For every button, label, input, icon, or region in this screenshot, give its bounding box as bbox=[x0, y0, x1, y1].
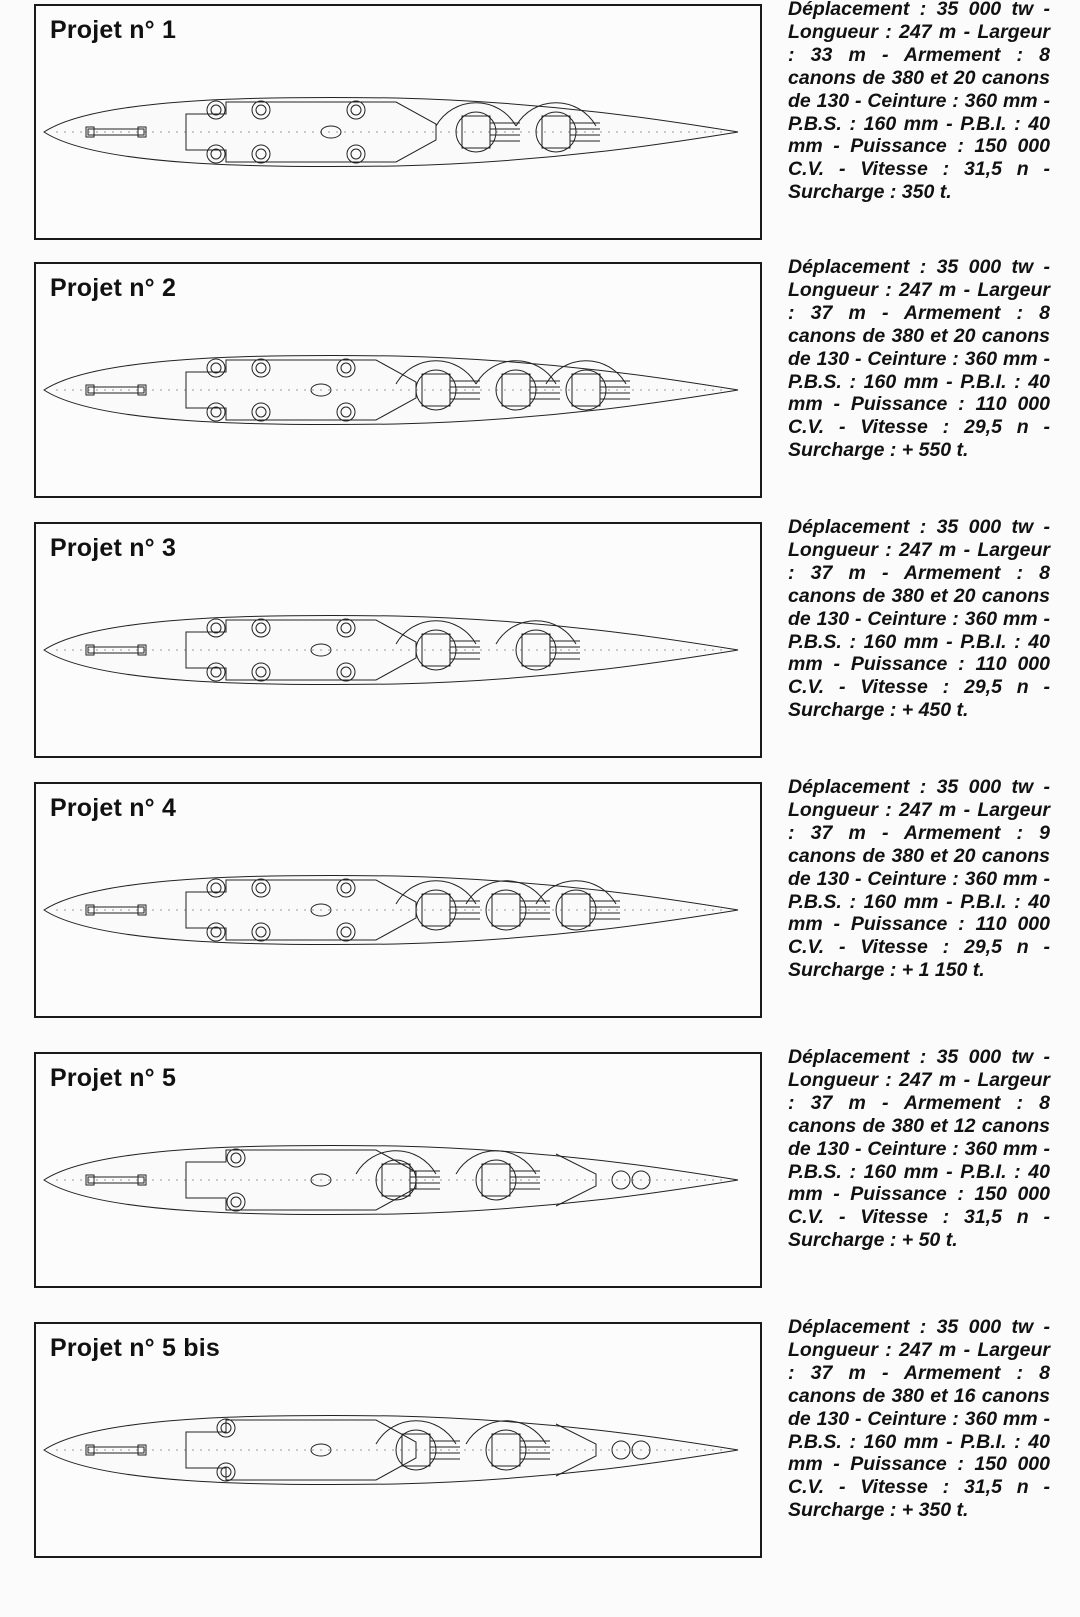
project-2 bbox=[0, 256, 1080, 512]
project-specs: Déplacement : 35 000 tw - Longueur : 247 m - Largeur : 37 m - Armement : 8 canons de 380 et 20 canons de 130 - Ceinture : 360 mm - P.B.S. : 160 mm - P.B.I. : 40 mm - Puissance : 110 000 C.V. - Vitesse : 29,5 n - Surcharge : + 550 t. bbox=[788, 256, 1050, 462]
ship-plan-panel bbox=[34, 262, 762, 498]
ship-outline-group bbox=[44, 1145, 738, 1214]
project-5-bis bbox=[0, 1316, 1080, 1572]
ship-outline-group bbox=[44, 355, 738, 424]
ship-plan-panel bbox=[34, 782, 762, 1018]
project-title: Projet n° 5 bis bbox=[50, 1334, 220, 1362]
project-1 bbox=[0, 0, 1080, 254]
project-4 bbox=[0, 776, 1080, 1032]
ship-plan-drawing bbox=[36, 6, 760, 238]
ship-outline-group bbox=[44, 615, 738, 684]
project-specs: Déplacement : 35 000 tw - Longueur : 247 m - Largeur : 37 m - Armement : 9 canons de 380 et 20 canons de 130 - Ceinture : 360 mm - P.B.S. : 160 mm - P.B.I. : 40 mm - Puissance : 110 000 C.V. - Vitesse : 29,5 n - Surcharge : + 1 150 t. bbox=[788, 776, 1050, 982]
project-specs: Déplacement : 35 000 tw - Longueur : 247 m - Largeur : 37 m - Armement : 8 canons de 380 et 16 canons de 130 - Ceinture : 360 mm - P.B.S. : 160 mm - P.B.I. : 40 mm - Puissance : 150 000 C.V. - Vitesse : 31,5 n - Surcharge : + 350 t. bbox=[788, 1316, 1050, 1522]
project-specs: Déplacement : 35 000 tw - Longueur : 247 m - Largeur : 37 m - Armement : 8 canons de 380 et 12 canons de 130 - Ceinture : 360 mm - P.B.S. : 160 mm - P.B.I. : 40 mm - Puissance : 150 000 C.V. - Vitesse : 31,5 n - Surcharge : + 50 t. bbox=[788, 1046, 1050, 1252]
ship-plan-drawing bbox=[36, 524, 760, 756]
project-5 bbox=[0, 1046, 1080, 1302]
ship-plan-panel bbox=[34, 4, 762, 240]
project-specs: Déplacement : 35 000 tw - Longueur : 247 m - Largeur : 33 m - Armement : 8 canons de 380 et 20 canons de 130 - Ceinture : 360 mm - P.B.S. : 160 mm - P.B.I. : 40 mm - Puissance : 150 000 C.V. - Vitesse : 31,5 n - Surcharge : 350 t. bbox=[788, 0, 1050, 204]
ship-plan-drawing bbox=[36, 1054, 760, 1286]
project-title: Projet n° 2 bbox=[50, 274, 177, 302]
project-3 bbox=[0, 516, 1080, 772]
project-title: Projet n° 4 bbox=[50, 794, 177, 822]
ship-plan-panel bbox=[34, 1052, 762, 1288]
ship-plan-drawing bbox=[36, 264, 760, 496]
project-title: Projet n° 1 bbox=[50, 16, 177, 44]
project-specs: Déplacement : 35 000 tw - Longueur : 247 m - Largeur : 37 m - Armement : 8 canons de 380 et 20 canons de 130 - Ceinture : 360 mm - P.B.S. : 160 mm - P.B.I. : 40 mm - Puissance : 110 000 C.V. - Vitesse : 29,5 n - Surcharge : + 450 t. bbox=[788, 516, 1050, 722]
ship-plan-panel bbox=[34, 1322, 762, 1558]
ship-outline-group bbox=[44, 97, 738, 166]
ship-plan-panel bbox=[34, 522, 762, 758]
project-title: Projet n° 5 bbox=[50, 1064, 177, 1092]
ship-outline-group bbox=[44, 1415, 738, 1484]
ship-plan-drawing bbox=[36, 784, 760, 1016]
ship-outline-group bbox=[44, 875, 738, 944]
project-title: Projet n° 3 bbox=[50, 534, 177, 562]
ship-plan-drawing bbox=[36, 1324, 760, 1556]
